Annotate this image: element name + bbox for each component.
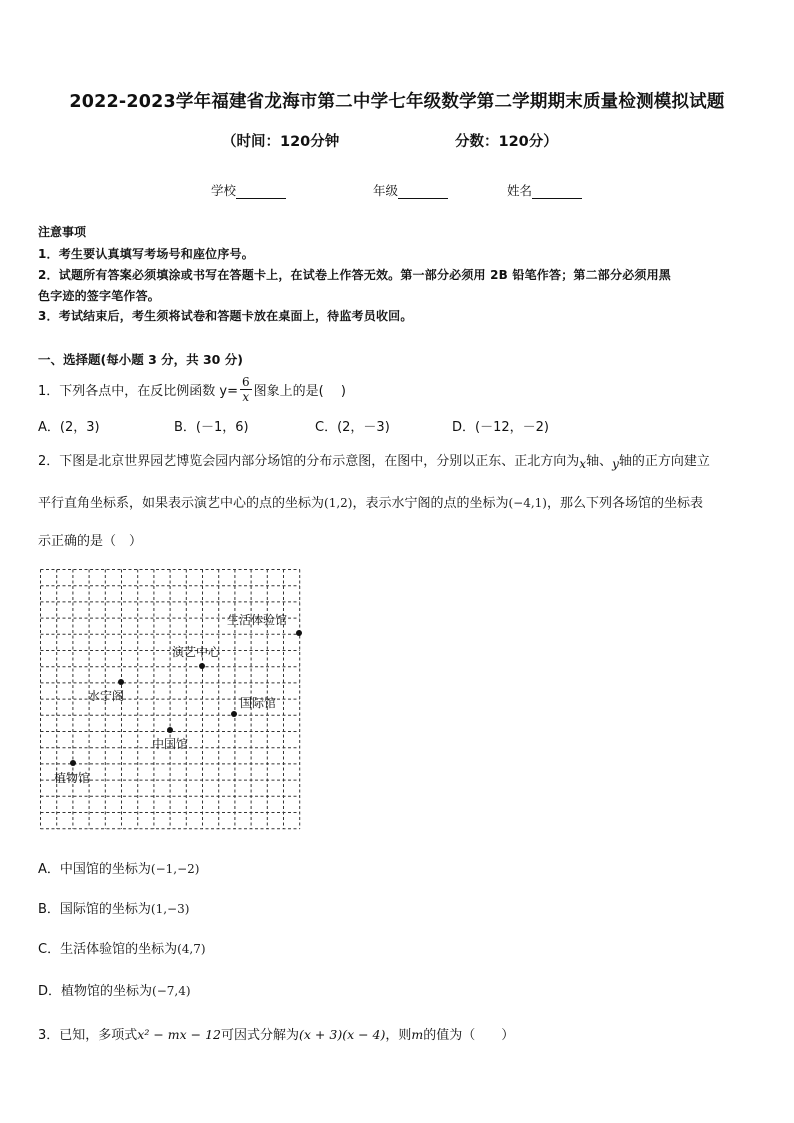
- q2-option-a-coord: (−1,−2): [150, 862, 200, 876]
- q3-polynomial: x² − mx − 12: [137, 1027, 221, 1042]
- q2-coord-shuining: (−4,1): [508, 496, 547, 510]
- exam-time: （时间：120分钟: [222, 134, 340, 150]
- point-plant: [70, 760, 76, 766]
- q1-option-d: D．(－12，－2): [452, 420, 549, 435]
- q2-option-a: [38, 858, 199, 877]
- label-shuining: 水宁阁: [88, 689, 125, 703]
- q2-option-d-text: D．植物馆的坐标为: [38, 984, 153, 999]
- q2-option-c-coord: (4,7): [177, 942, 206, 956]
- q2-line1-c: 轴的正方向建立: [618, 454, 710, 469]
- q2-line-1: [38, 450, 710, 469]
- q2-option-b-text: B．国际馆的坐标为: [38, 902, 151, 917]
- label-life-center: 生活体验馆: [227, 613, 288, 627]
- venue-map: [38, 568, 302, 830]
- q1-option-a: A．(2，3): [38, 420, 100, 435]
- q2-option-a-text: A．中国馆的坐标为: [38, 862, 151, 877]
- q3-middle: 可因式分解为: [221, 1028, 300, 1043]
- notice-item-2: 2．试题所有答案必须填涂或书写在答题卡上，在试卷上作答无效。第一部分必须用 2B 铅笔作答；第二部分必须用黑: [38, 268, 672, 282]
- q2-line2-c: ，那么下列各场馆的坐标表: [547, 496, 704, 511]
- grade-blank: [398, 185, 448, 199]
- q2-option-c: [38, 938, 206, 957]
- exam-score: 分数：120分）: [455, 134, 558, 150]
- notice-item-3: 3．考试结束后，考生须将试卷和答题卡放在桌面上，待监考员收回。: [38, 309, 413, 323]
- q2-line2-b: ，表示水宁阁的点的坐标为: [352, 496, 509, 511]
- label-china: 中国馆: [152, 737, 189, 751]
- q1-option-b: B．(－1，6): [174, 420, 249, 435]
- point-international: [231, 711, 237, 717]
- q2-line1-b: 轴、: [586, 454, 613, 469]
- name-blank: [532, 185, 582, 199]
- grade-field: [373, 181, 448, 199]
- q1-stem-suffix: 图象上的是( ): [253, 384, 346, 399]
- notice-item-1: 1．考生要认真填写考场号和座位序号。: [38, 247, 254, 261]
- q2-option-d: [38, 980, 191, 999]
- q2-line2-a: 平行直角坐标系，如果表示演艺中心的点的坐标为: [38, 496, 325, 511]
- label-perform-center: 演艺中心: [172, 645, 221, 659]
- q2-line-3: 示正确的是（ ）: [38, 534, 143, 549]
- school-field: [211, 181, 286, 199]
- q2-option-b: [38, 898, 189, 917]
- q1-frac-den: x: [242, 390, 250, 404]
- label-plant: 植物馆: [54, 771, 91, 785]
- q2-line-2: [38, 492, 703, 511]
- q1-option-c: C．(2，－3): [315, 420, 390, 435]
- q1-stem: [38, 377, 346, 406]
- grade-label: 年级: [373, 183, 399, 198]
- q2-x-var: x: [579, 457, 587, 471]
- q3-suffix-a: ，则: [385, 1028, 412, 1043]
- q3-factorization: (x + 3)(x − 4): [299, 1027, 386, 1042]
- point-perform-center: [199, 663, 205, 669]
- name-field: [507, 181, 582, 199]
- point-china: [167, 727, 173, 733]
- label-international: 国际馆: [240, 696, 277, 710]
- notice-heading: 注意事项: [38, 225, 87, 239]
- q2-coord-perform: (1,2): [324, 496, 353, 510]
- q1-fraction: [240, 375, 252, 404]
- q3-suffix-b: 的值为（ ）: [423, 1028, 515, 1043]
- school-label: 学校: [211, 183, 237, 198]
- q3-prefix: 3．已知，多项式: [38, 1028, 138, 1043]
- point-life-center: [296, 630, 302, 636]
- q2-line1-a: 2．下图是北京世界园艺博览会园内部分场馆的分布示意图，在图中，分别以正东、正北方向为: [38, 454, 580, 469]
- q1-stem-prefix: 1．下列各点中，在反比例函数 y=: [38, 384, 238, 399]
- q3-var-m: m: [411, 1027, 424, 1042]
- section-heading: 一、选择题(每小题 3 分，共 30 分): [38, 352, 243, 367]
- q2-option-d-coord: (−7,4): [152, 984, 191, 998]
- q2-option-c-text: C．生活体验馆的坐标为: [38, 942, 178, 957]
- q1-frac-num: 6: [242, 375, 250, 389]
- q3-stem: [38, 1024, 514, 1043]
- exam-title: 2022-2023学年福建省龙海市第二中学七年级数学第二学期期末质量检测模拟试题: [69, 92, 725, 112]
- q2-option-b-coord: (1,−3): [150, 902, 190, 916]
- q2-y-var: y: [612, 457, 619, 471]
- name-label: 姓名: [507, 183, 533, 198]
- point-shuining: [118, 679, 124, 685]
- notice-item-2-cont: 色字迹的签字笔作答。: [38, 289, 161, 303]
- school-blank: [236, 185, 286, 199]
